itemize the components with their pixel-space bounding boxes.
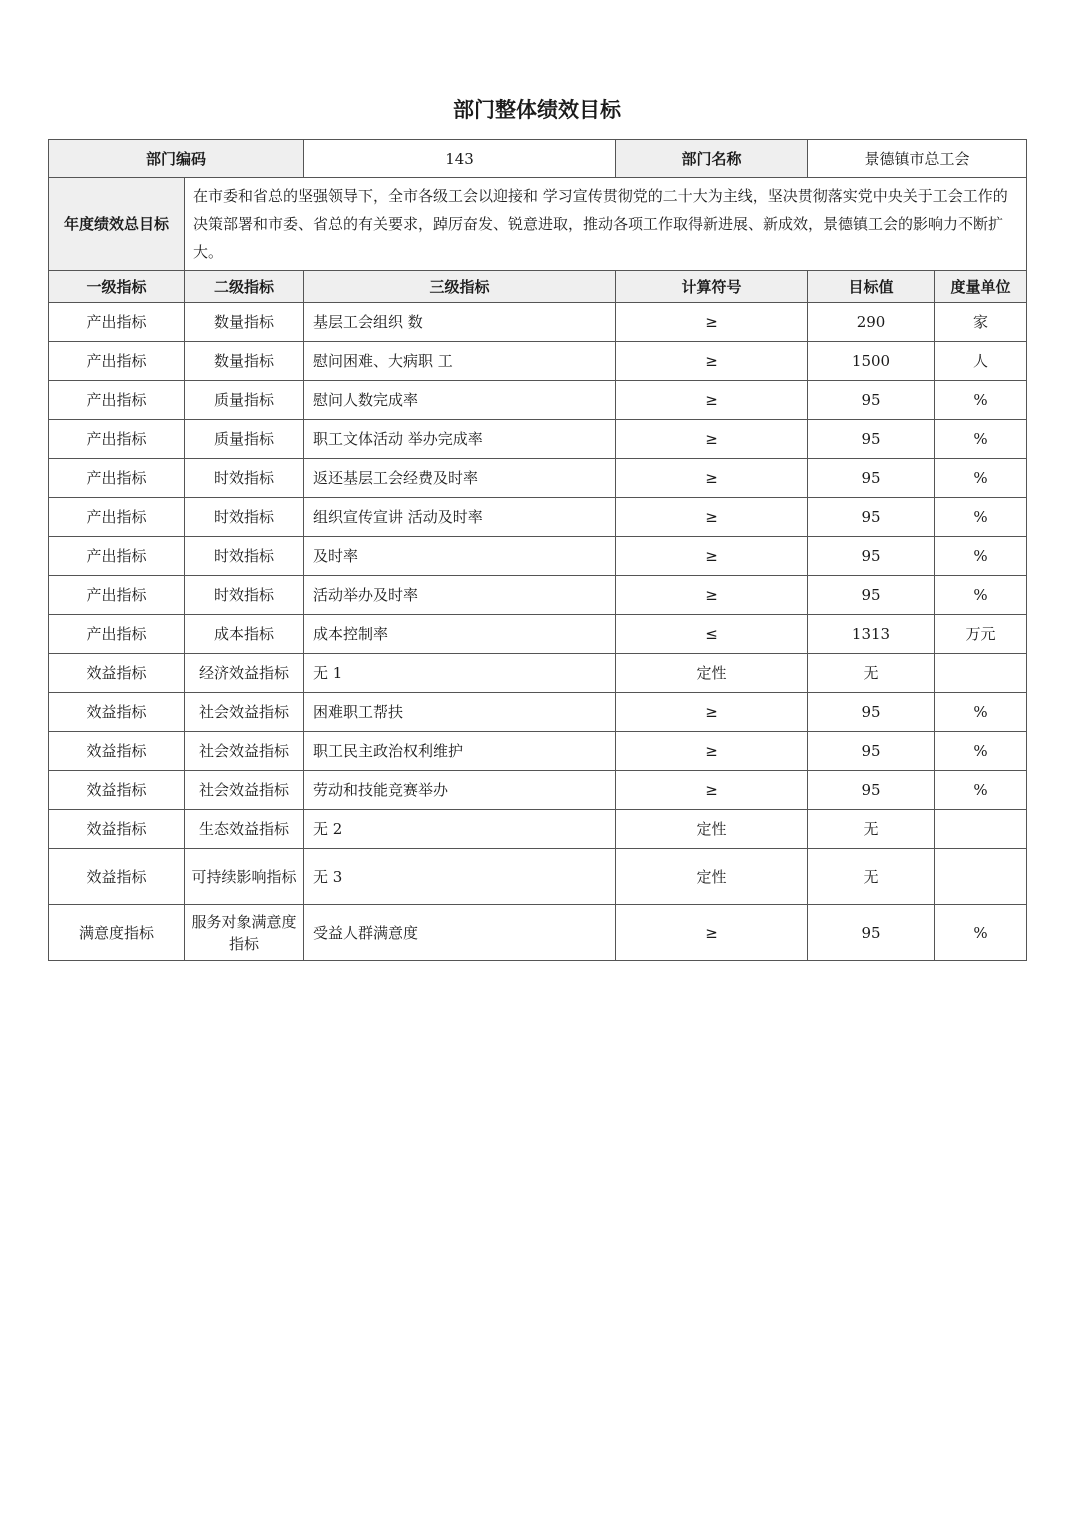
level1-cell: 效益指标	[49, 693, 185, 732]
table-row	[49, 654, 1027, 693]
table-row	[49, 849, 1027, 905]
unit-cell: %	[935, 381, 1027, 420]
symbol-cell: 定性	[616, 849, 808, 905]
level1-cell: 效益指标	[49, 810, 185, 849]
level1-cell: 产出指标	[49, 342, 185, 381]
table-row	[49, 576, 1027, 615]
level2-cell: 服务对象满意度指标	[185, 905, 304, 961]
page-title: 部门整体绩效目标	[453, 98, 621, 122]
table-body	[49, 140, 1027, 961]
symbol-cell: 定性	[616, 810, 808, 849]
level3-cell: 及时率	[304, 537, 616, 576]
table-row	[49, 342, 1027, 381]
unit-cell	[935, 849, 1027, 905]
unit-cell	[935, 654, 1027, 693]
level3-cell: 活动举办及时率	[304, 576, 616, 615]
target-value-cell: 无	[808, 810, 935, 849]
level2-cell: 质量指标	[185, 420, 304, 459]
table-row	[49, 381, 1027, 420]
table-row	[49, 905, 1027, 961]
level2-cell: 生态效益指标	[185, 810, 304, 849]
symbol-cell: ≥	[616, 303, 808, 342]
unit-cell: %	[935, 905, 1027, 961]
level1-cell: 效益指标	[49, 654, 185, 693]
table-row	[49, 303, 1027, 342]
level2-cell: 时效指标	[185, 576, 304, 615]
level1-cell: 产出指标	[49, 537, 185, 576]
table-row	[49, 732, 1027, 771]
table-row	[49, 498, 1027, 537]
level3-cell: 职工文体活动 举办完成率	[304, 420, 616, 459]
level3-cell: 劳动和技能竞赛举办	[304, 771, 616, 810]
target-value-cell: 无	[808, 654, 935, 693]
unit-cell: %	[935, 459, 1027, 498]
target-value-cell: 1500	[808, 342, 935, 381]
level1-cell: 产出指标	[49, 459, 185, 498]
level1-cell: 产出指标	[49, 615, 185, 654]
symbol-cell: ≥	[616, 771, 808, 810]
level2-cell: 质量指标	[185, 381, 304, 420]
unit-cell: %	[935, 498, 1027, 537]
department-name-label: 部门名称	[616, 140, 808, 178]
level3-cell: 无 3	[304, 849, 616, 905]
level3-cell: 组织宣传宣讲 活动及时率	[304, 498, 616, 537]
level2-cell: 时效指标	[185, 537, 304, 576]
level1-cell: 效益指标	[49, 771, 185, 810]
indicator-header-row	[49, 271, 1027, 303]
symbol-cell: ≥	[616, 420, 808, 459]
header-symbol: 计算符号	[616, 271, 808, 303]
unit-cell: %	[935, 693, 1027, 732]
level3-cell: 无 1	[304, 654, 616, 693]
level2-cell: 数量指标	[185, 342, 304, 381]
unit-cell: 万元	[935, 615, 1027, 654]
symbol-cell: ≥	[616, 732, 808, 771]
target-value-cell: 95	[808, 537, 935, 576]
level3-cell: 职工民主政治权利维护	[304, 732, 616, 771]
level1-cell: 产出指标	[49, 576, 185, 615]
performance-table	[48, 139, 1027, 961]
annual-goal-label: 年度绩效总目标	[49, 178, 185, 271]
table-row	[49, 420, 1027, 459]
header-level1: 一级指标	[49, 271, 185, 303]
level2-cell: 成本指标	[185, 615, 304, 654]
level1-cell: 产出指标	[49, 303, 185, 342]
target-value-cell: 95	[808, 381, 935, 420]
table-row	[49, 810, 1027, 849]
unit-cell: %	[935, 420, 1027, 459]
unit-cell: %	[935, 732, 1027, 771]
level2-cell: 社会效益指标	[185, 771, 304, 810]
department-code-value: 143	[304, 140, 616, 178]
department-code-label: 部门编码	[49, 140, 304, 178]
symbol-cell: ≥	[616, 342, 808, 381]
level2-cell: 社会效益指标	[185, 732, 304, 771]
symbol-cell: ≤	[616, 615, 808, 654]
unit-cell: %	[935, 537, 1027, 576]
level3-cell: 慰问人数完成率	[304, 381, 616, 420]
annual-goal-row	[49, 178, 1027, 271]
level3-cell: 困难职工帮扶	[304, 693, 616, 732]
department-name-value: 景德镇市总工会	[808, 140, 1027, 178]
level1-cell: 产出指标	[49, 420, 185, 459]
level3-cell: 慰问困难、大病职 工	[304, 342, 616, 381]
unit-cell: 家	[935, 303, 1027, 342]
level1-cell: 效益指标	[49, 732, 185, 771]
level2-cell: 数量指标	[185, 303, 304, 342]
level2-cell: 可持续影响指标	[185, 849, 304, 905]
table-row	[49, 771, 1027, 810]
symbol-cell: ≥	[616, 498, 808, 537]
symbol-cell: 定性	[616, 654, 808, 693]
level1-cell: 产出指标	[49, 498, 185, 537]
target-value-cell: 95	[808, 905, 935, 961]
unit-cell	[935, 810, 1027, 849]
symbol-cell: ≥	[616, 905, 808, 961]
header-target: 目标值	[808, 271, 935, 303]
level3-cell: 返还基层工会经费及时率	[304, 459, 616, 498]
table-row	[49, 693, 1027, 732]
header-unit: 度量单位	[935, 271, 1027, 303]
header-level3: 三级指标	[304, 271, 616, 303]
level3-cell: 受益人群满意度	[304, 905, 616, 961]
table-row	[49, 459, 1027, 498]
level2-cell: 经济效益指标	[185, 654, 304, 693]
symbol-cell: ≥	[616, 576, 808, 615]
level3-cell: 成本控制率	[304, 615, 616, 654]
unit-cell: %	[935, 771, 1027, 810]
target-value-cell: 290	[808, 303, 935, 342]
header-level2: 二级指标	[185, 271, 304, 303]
target-value-cell: 95	[808, 732, 935, 771]
level2-cell: 时效指标	[185, 498, 304, 537]
symbol-cell: ≥	[616, 693, 808, 732]
annual-goal-text: 在市委和省总的坚强领导下，全市各级工会以迎接和 学习宣传贯彻党的二十大为主线，坚决贯彻落实党中央关于工会工作的决策部署和市委、省总的有关要求，踔厉奋发、锐意进取，推动各项工作取得新进展、新成效，景德镇工会的影响力不断扩大。	[185, 178, 1027, 271]
symbol-cell: ≥	[616, 381, 808, 420]
target-value-cell: 95	[808, 459, 935, 498]
level1-cell: 满意度指标	[49, 905, 185, 961]
level3-cell: 无 2	[304, 810, 616, 849]
table-row	[49, 537, 1027, 576]
target-value-cell: 无	[808, 849, 935, 905]
target-value-cell: 95	[808, 420, 935, 459]
target-value-cell: 95	[808, 576, 935, 615]
level1-cell: 效益指标	[49, 849, 185, 905]
level2-cell: 时效指标	[185, 459, 304, 498]
target-value-cell: 95	[808, 693, 935, 732]
symbol-cell: ≥	[616, 459, 808, 498]
target-value-cell: 1313	[808, 615, 935, 654]
unit-cell: 人	[935, 342, 1027, 381]
target-value-cell: 95	[808, 771, 935, 810]
level3-cell: 基层工会组织 数	[304, 303, 616, 342]
unit-cell: %	[935, 576, 1027, 615]
target-value-cell: 95	[808, 498, 935, 537]
symbol-cell: ≥	[616, 537, 808, 576]
department-info-row	[49, 140, 1027, 178]
level1-cell: 产出指标	[49, 381, 185, 420]
level2-cell: 社会效益指标	[185, 693, 304, 732]
table-row	[49, 615, 1027, 654]
